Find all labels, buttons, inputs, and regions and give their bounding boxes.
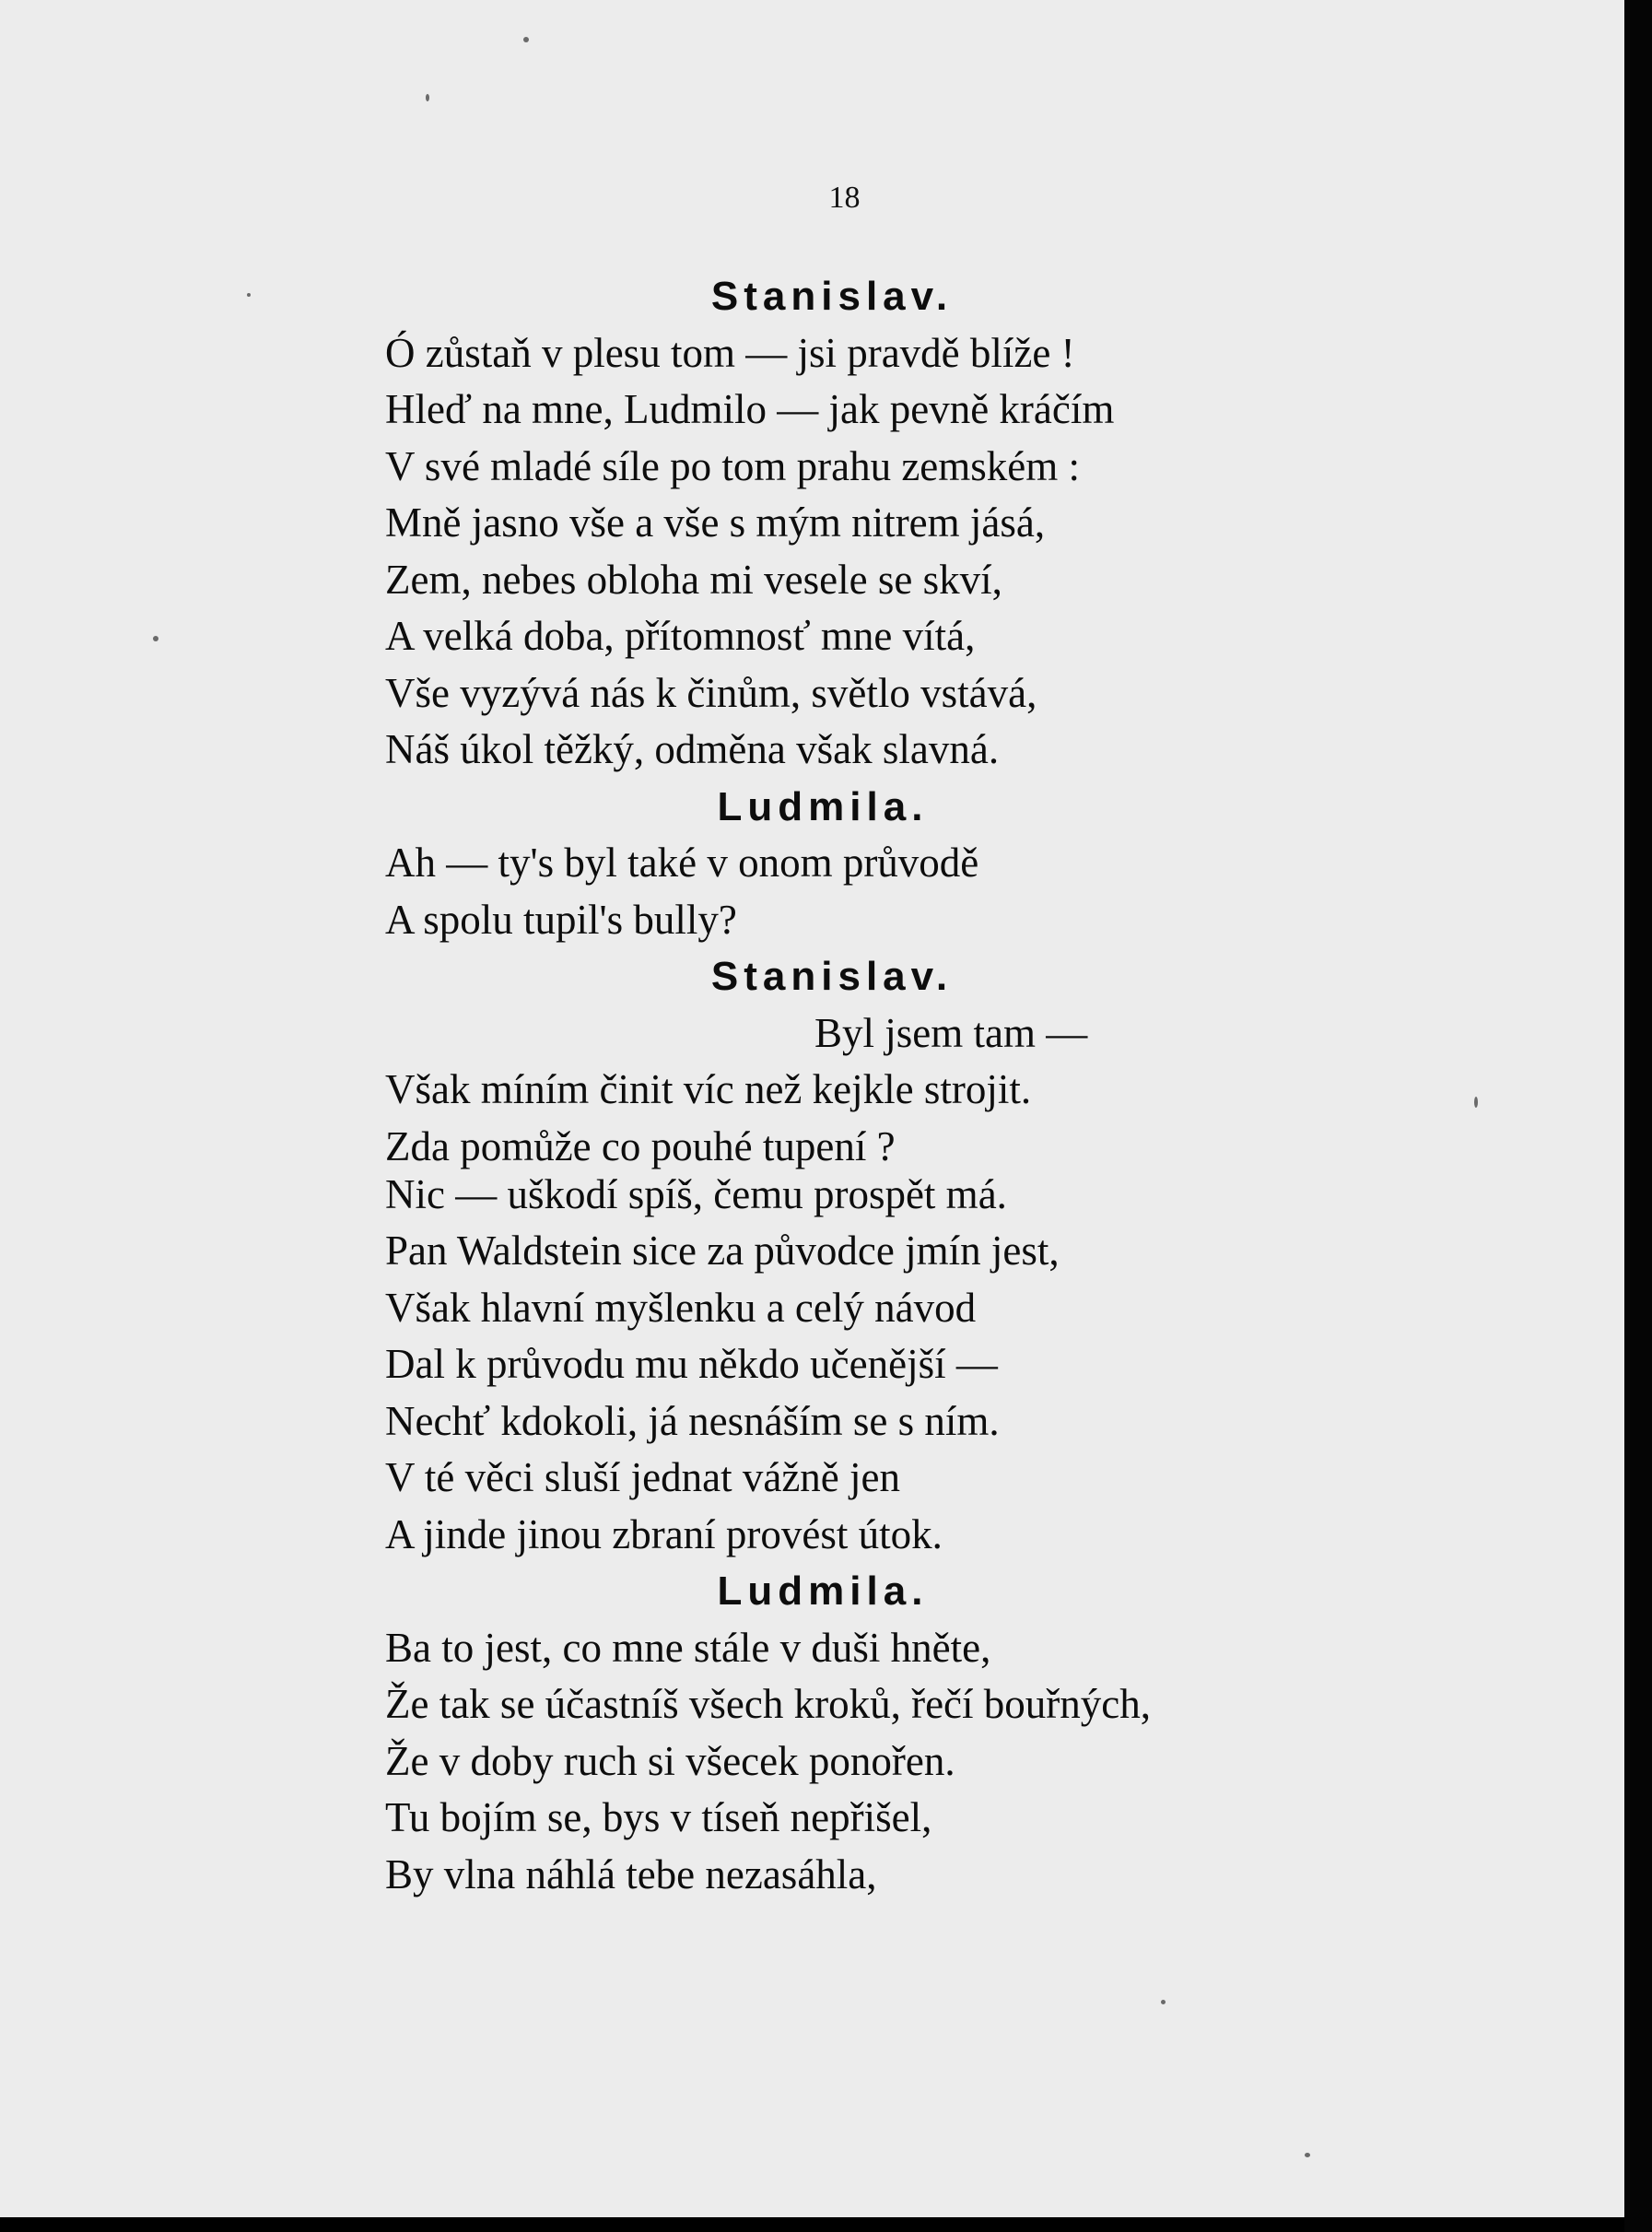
verse-line: Ó zůstaň v plesu tom — jsi pravdě blíže ! <box>385 329 1075 376</box>
speaker-heading: Ludmila. <box>717 783 929 829</box>
speaker-heading: Ludmila. <box>717 1568 929 1614</box>
verse-line: Pan Waldstein sice za původce jmín jest, <box>385 1228 1060 1274</box>
verse-line: Dal k průvodu mu někdo učenější — <box>385 1341 998 1387</box>
speck <box>247 293 251 297</box>
verse-line: Nic — uškodí spíš, čemu prospět má. <box>385 1170 1007 1217</box>
verse-text <box>385 268 1445 1903</box>
verse-line: Náš úkol těžký, odměna však slavná. <box>385 726 1000 772</box>
verse-line: Tu bojím se, bys v tíseň nepřišel, <box>385 1794 932 1840</box>
verse-line: Že tak se účastníš všech kroků, řečí bouřných, <box>385 1681 1151 1727</box>
speaker-heading: Stanislav. <box>710 274 954 319</box>
verse-line: Ba to jest, co mne stále v duši hněte, <box>385 1624 991 1671</box>
verse-line: Ah — ty's byl také v onom průvodě <box>385 840 979 886</box>
verse-line: Však hlavní myšlenku a celý návod <box>385 1284 977 1331</box>
speck <box>153 636 158 641</box>
speaker-heading: Stanislav. <box>710 954 954 999</box>
speck <box>1161 2000 1166 2004</box>
verse-line: Však míním činit víc než kejkle strojit. <box>385 1066 1032 1112</box>
verse-line: Hleď na mne, Ludmilo — jak pevně kráčím <box>385 386 1115 432</box>
speck <box>1305 2153 1310 2157</box>
page-number: 18 <box>828 181 861 215</box>
verse-line: Že v doby ruch si všecek ponořen. <box>385 1737 955 1784</box>
speck <box>1474 1097 1478 1108</box>
verse-line: V své mladé síle po tom prahu zemském : <box>385 442 1081 489</box>
verse-line: Zem, nebes obloha mi vesele se skví, <box>385 556 1002 603</box>
speck <box>523 37 529 42</box>
verse-line: A spolu tupil's bully? <box>385 896 737 943</box>
scan-edge <box>1624 0 1652 2232</box>
verse-line: Byl jsem tam — <box>814 1009 1088 1056</box>
verse-line: Nechť kdokoli, já nesnáším se s ním. <box>385 1397 1000 1444</box>
verse-line: V té věci sluší jednat vážně jen <box>385 1454 900 1500</box>
verse-line: A jinde jinou zbraní provést útok. <box>385 1510 943 1557</box>
verse-line: A velká doba, přítomnosť mne vítá, <box>385 613 976 659</box>
verse-line: Vše vyzývá nás k činům, světlo vstává, <box>385 669 1037 716</box>
verse-line: Zda pomůže co pouhé tupení ? <box>385 1122 896 1169</box>
speck <box>426 94 429 101</box>
verse-line: By vlna náhlá tebe nezasáhla, <box>385 1850 877 1897</box>
verse-line: Mně jasno vše a vše s mým nitrem jásá, <box>385 499 1046 546</box>
